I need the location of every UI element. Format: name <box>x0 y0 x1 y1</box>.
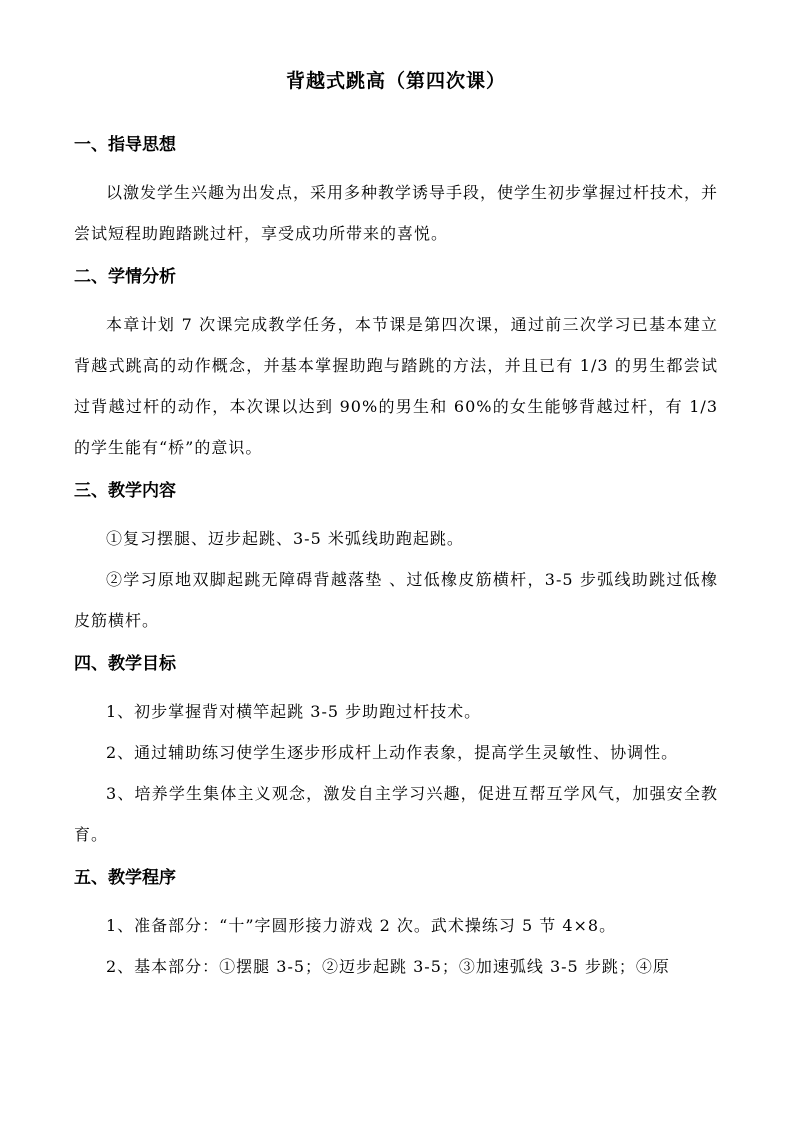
section-heading: 四、教学目标 <box>74 654 176 674</box>
section-heading: 三、教学内容 <box>74 481 176 501</box>
section-heading: 一、指导思想 <box>74 135 176 155</box>
section-heading: 五、教学程序 <box>74 868 176 888</box>
section-guiding-idea <box>74 132 718 254</box>
section-teaching-goals <box>74 651 718 855</box>
paragraph: 本章计划 7 次课完成教学任务，本节课是第四次课，通过前三次学习已基本建立背越式跳高的动作概念，并基本掌握助跑与踏跳的方法，并且已有 1/3 的男生都尝试过背越过杆的动作，本次课以达到 90%的男生和 60%的女生能够背越过杆，有 1/3 的学生能有“桥”的意识。 <box>74 315 718 457</box>
paragraph: 2、通过辅助练习使学生逐步形成杆上动作表象，提高学生灵敏性、协调性。 <box>106 743 679 762</box>
section-heading: 二、学情分析 <box>74 267 176 287</box>
paragraph: 以激发学生兴趣为出发点，采用多种教学诱导手段，使学生初步掌握过杆技术，并尝试短程助跑踏跳过杆，享受成功所带来的喜悦。 <box>74 183 719 243</box>
paragraph: ②学习原地双脚起跳无障碍背越落垫 、过低橡皮筋横杆，3-5 步弧线助跳过低橡皮筋横杆。 <box>74 570 718 630</box>
paragraph: 3、培养学生集体主义观念，激发自主学习兴趣，促进互帮互学风气，加强安全教育。 <box>74 784 718 844</box>
paragraph: 2、基本部分：①摆腿 3-5；②迈步起跳 3-5；③加速弧线 3-5 步跳；④原 <box>106 957 670 976</box>
section-teaching-content <box>74 478 718 641</box>
section-student-analysis <box>74 264 718 468</box>
section-teaching-procedure <box>74 865 718 987</box>
paragraph: ①复习摆腿、迈步起跳、3-5 米弧线助跑起跳。 <box>106 529 464 548</box>
paragraph: 1、准备部分：“十”字圆形接力游戏 2 次。武术操练习 5 节 4×8。 <box>106 916 617 935</box>
paragraph: 1、初步掌握背对横竿起跳 3-5 步助跑过杆技术。 <box>106 702 482 721</box>
document-title: 背越式跳高（第四次课） <box>285 70 506 92</box>
